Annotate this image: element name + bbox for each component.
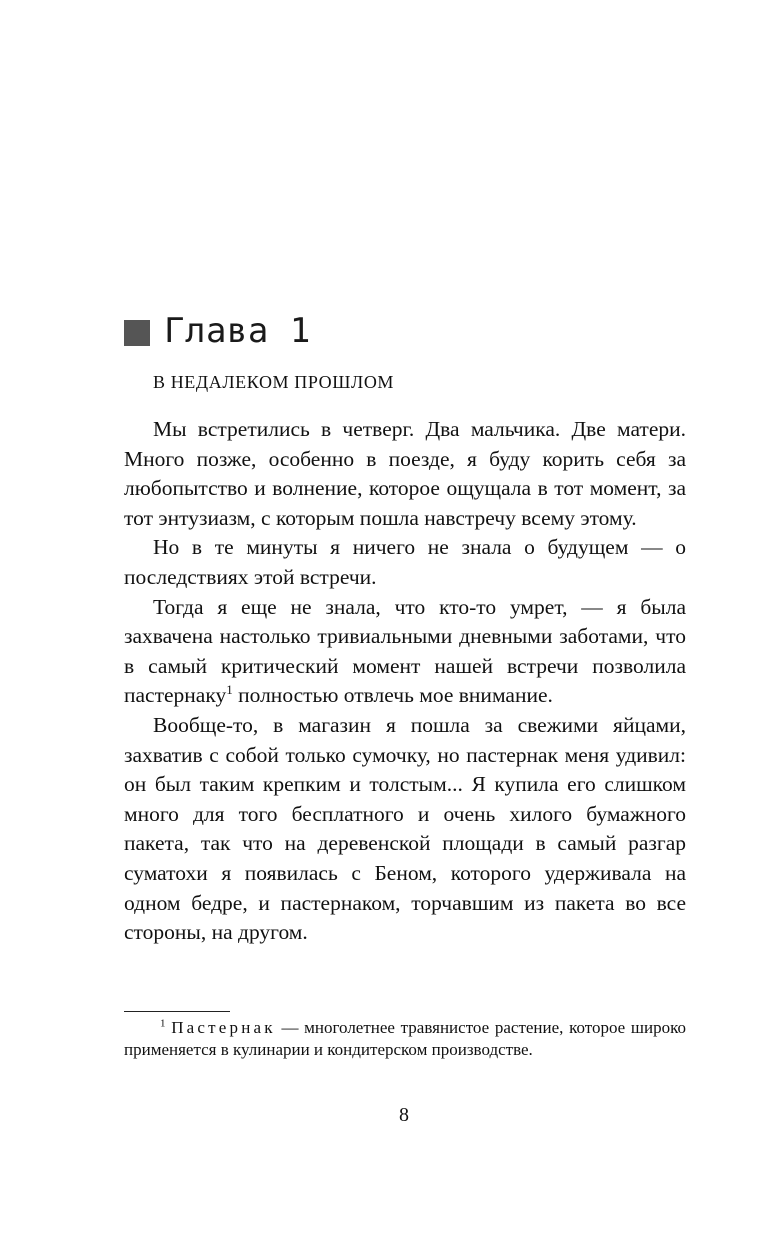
paragraph: Вообще-то, в магазин я пошла за свежими яйцами, захватив с собой только сумочку, но пастернак меня удивил: он был таким крепким и толстым... Я купила его слишком много для того бесплатного и очень хилого бумажного пакета, так что на деревенской площади в самый разгар суматохи я появилась с Беном, которого удерживала на одном бедре, и пастернаком, торчавшим из пакета во все стороны, на другом. [124,712,686,945]
page-number: 8 [399,1104,409,1126]
chapter-heading [124,306,311,356]
paragraph [124,593,686,711]
chapter-subtitle: В НЕДАЛЕКОМ ПРОШЛОМ [153,372,395,392]
paragraph: Но в те минуты я ничего не знала о будущем — о последствиях этой встречи. [124,535,686,589]
footnote-term: Пастернак [171,1018,276,1037]
chapter-title: Глава 1 [164,311,311,351]
footnote-text: — многолетнее травянистое растение, которое широко применяется в кулинарии и кондитерском производстве. [124,1018,687,1059]
paragraph-text: Тогда я еще не знала, что кто-то умрет, — я была захвачена настолько тривиальными дневными заботами, что в самый критический момент нашей встречи позволила пастернаку [124,594,686,708]
body-text [124,415,686,948]
chapter-square-marker [124,320,150,346]
footnote-number: 1 [160,1017,166,1030]
footnote-reference: 1 [226,682,233,698]
footnote [124,1017,686,1060]
footnote-divider [124,1011,230,1012]
paragraph-text: полностью отвлечь мое внимание. [232,683,553,708]
paragraph: Мы встретились в четверг. Два мальчика. Две матери. Много позже, особенно в поезде, я буду корить себя за любопытство и волнение, которое ощущала в тот момент, за тот энтузиазм, с которым пошла навстречу всему этому. [124,417,686,530]
